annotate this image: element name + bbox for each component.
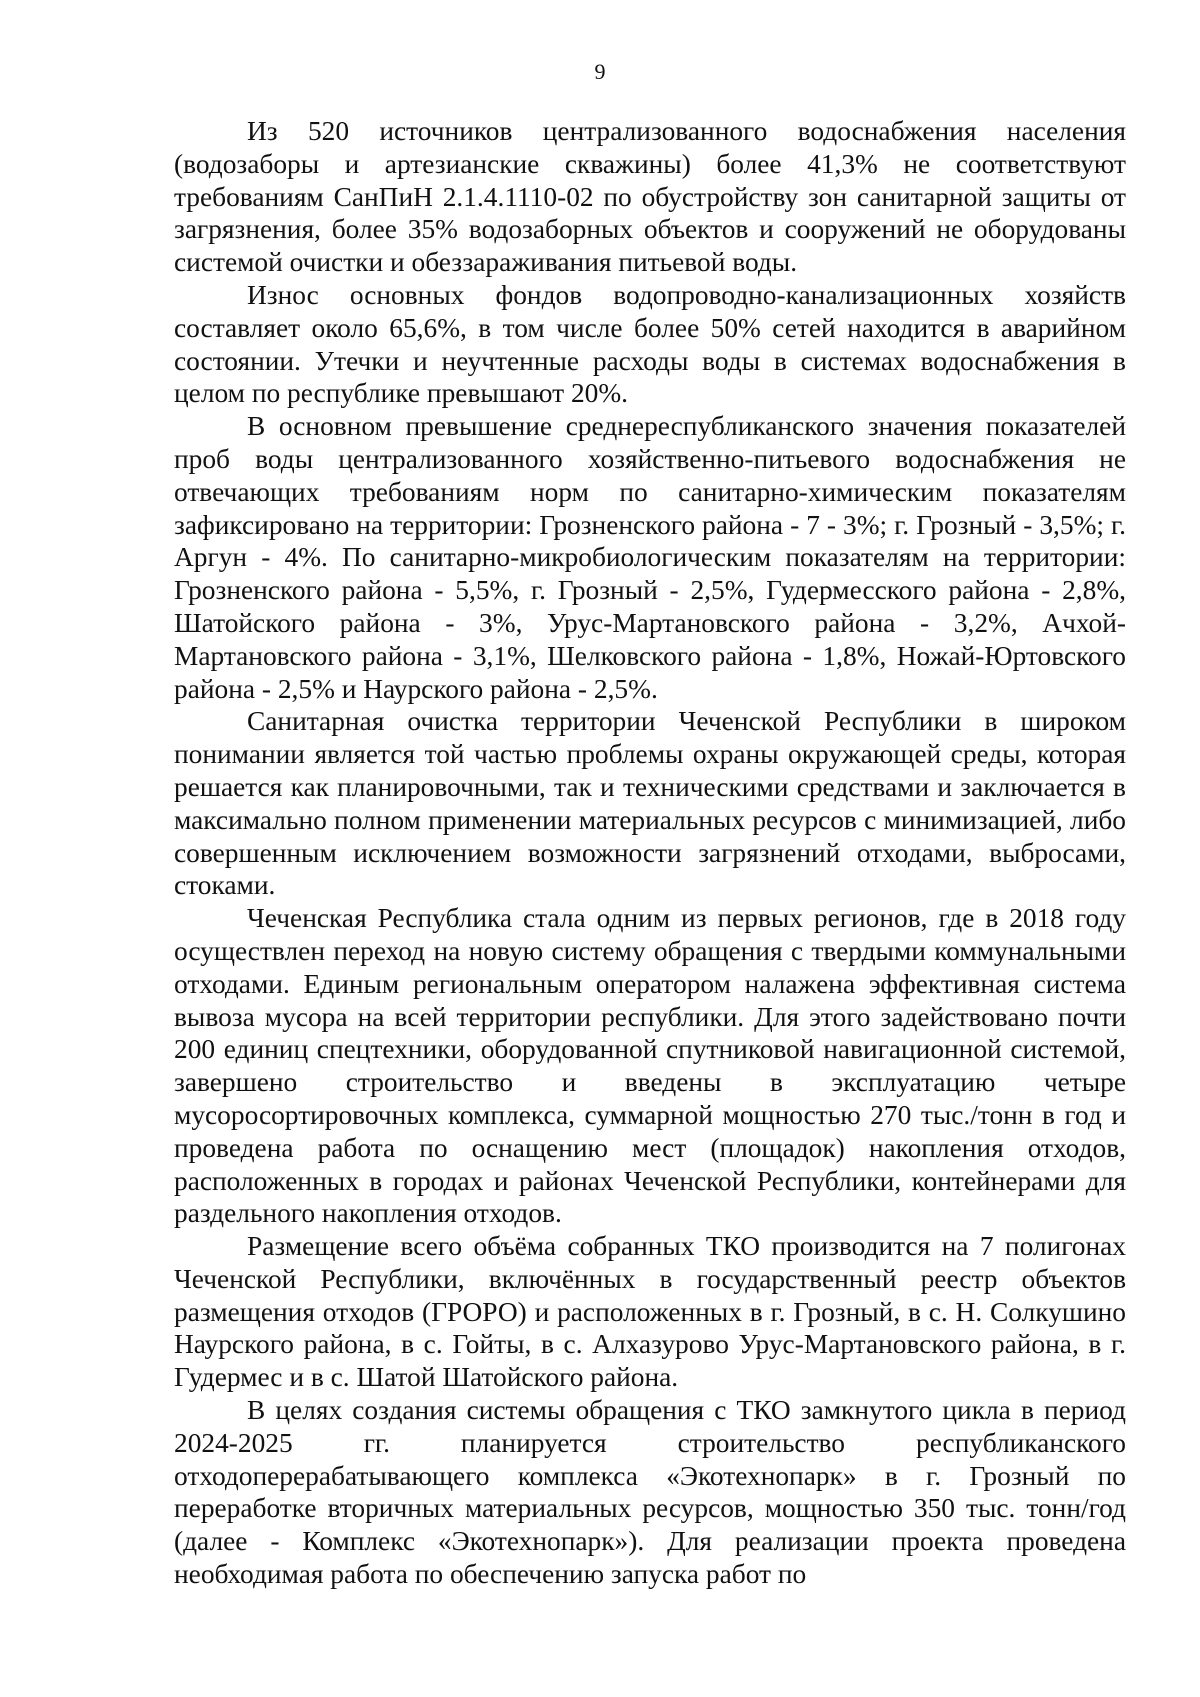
paragraph-landfills: Размещение всего объёма собранных ТКО производится на 7 полигонах Чеченской Республики, включённых в государственный реестр объектов размещения отходов (ГРОРО) и расположенных в г. Грозный, в с. Н. Солкушино Наурского района, в с. Гойты, в с. Алхазурово Урус-Мартановского района, в г. Гудермес и в с. Шатой Шатойского района.	[174, 1231, 1126, 1393]
paragraph-infrastructure-wear: Износ основных фондов водопроводно-канализационных хозяйств составляет около 65,6%, в том числе более 50% сетей находится в аварийном состоянии. Утечки и неучтенные расходы воды в системах водоснабжения в целом по республике превышают 20%.	[174, 279, 1126, 409]
document-body	[174, 115, 1126, 1591]
paragraph-sanitary-cleaning: Санитарная очистка территории Чеченской Республики в широком понимании является той частью проблемы охраны окружающей среды, которая решается как планировочными, так и техническими средствами и заключается в максимально полном применении материальных ресурсов с минимизацией, либо совершенным исключением возможности загрязнений отходами, выбросами, стоками.	[174, 706, 1126, 901]
paragraph-water-quality: В основном превышение среднереспубликанского значения показателей проб воды централизованного хозяйственно-питьевого водоснабжения не отвечающих требованиям норм по санитарно-химическим показателям зафиксировано на территории: Грозненского района - 7 - 3%; г. Грозный - 3,5%; г. Аргун - 4%. По санитарно-микробиологическим показателям на территории: Грозненского района - 5,5%, г. Грозный - 2,5%, Гудермесского района - 2,8%, Шатойского района - 3%, Урус-Мартановского района - 3,2%, Ачхой-Мартановского района - 3,1%, Шелковского района - 1,8%, Ножай-Юртовского района - 2,5% и Наурского района - 2,5%.	[174, 411, 1126, 704]
paragraph-waste-system: Чеченская Республика стала одним из первых регионов, где в 2018 году осуществлен переход на новую систему обращения с твердыми коммунальными отходами. Единым региональным оператором налажена эффективная система вывоза мусора на всей территории республики. Для этого задействовано почти 200 единиц спецтехники, оборудованной спутниковой навигационной системой, завершено строительство и введены в эксплуатацию четыре мусоросортировочных комплекса, суммарной мощностью 270 тыс./тонн в год и проведена работа по оснащению мест (площадок) накопления отходов, расположенных в городах и районах Чеченской Республики, контейнерами для раздельного накопления отходов.	[174, 903, 1126, 1229]
paragraph-water-sources: Из 520 источников централизованного водоснабжения населения (водозаборы и артезианские скважины) более 41,3% не соответствуют требованиям СанПиН 2.1.4.1110-02 по обустройству зон санитарной защиты от загрязнения, более 35% водозаборных объектов и сооружений не оборудованы системой очистки и обеззараживания питьевой воды.	[174, 116, 1126, 278]
paragraph-ecotechnopark: В целях создания системы обращения с ТКО замкнутого цикла в период 2024-2025 гг. планируется строительство республиканского отходоперерабатывающего комплекса «Экотехнопарк» в г. Грозный по переработке вторичных материальных ресурсов, мощностью 350 тыс. тонн/год (далее - Комплекс «Экотехнопарк»). Для реализации проекта проведена необходимая работа по обеспечению запуска работ по	[174, 1395, 1126, 1590]
page-number: 9	[594, 59, 606, 84]
